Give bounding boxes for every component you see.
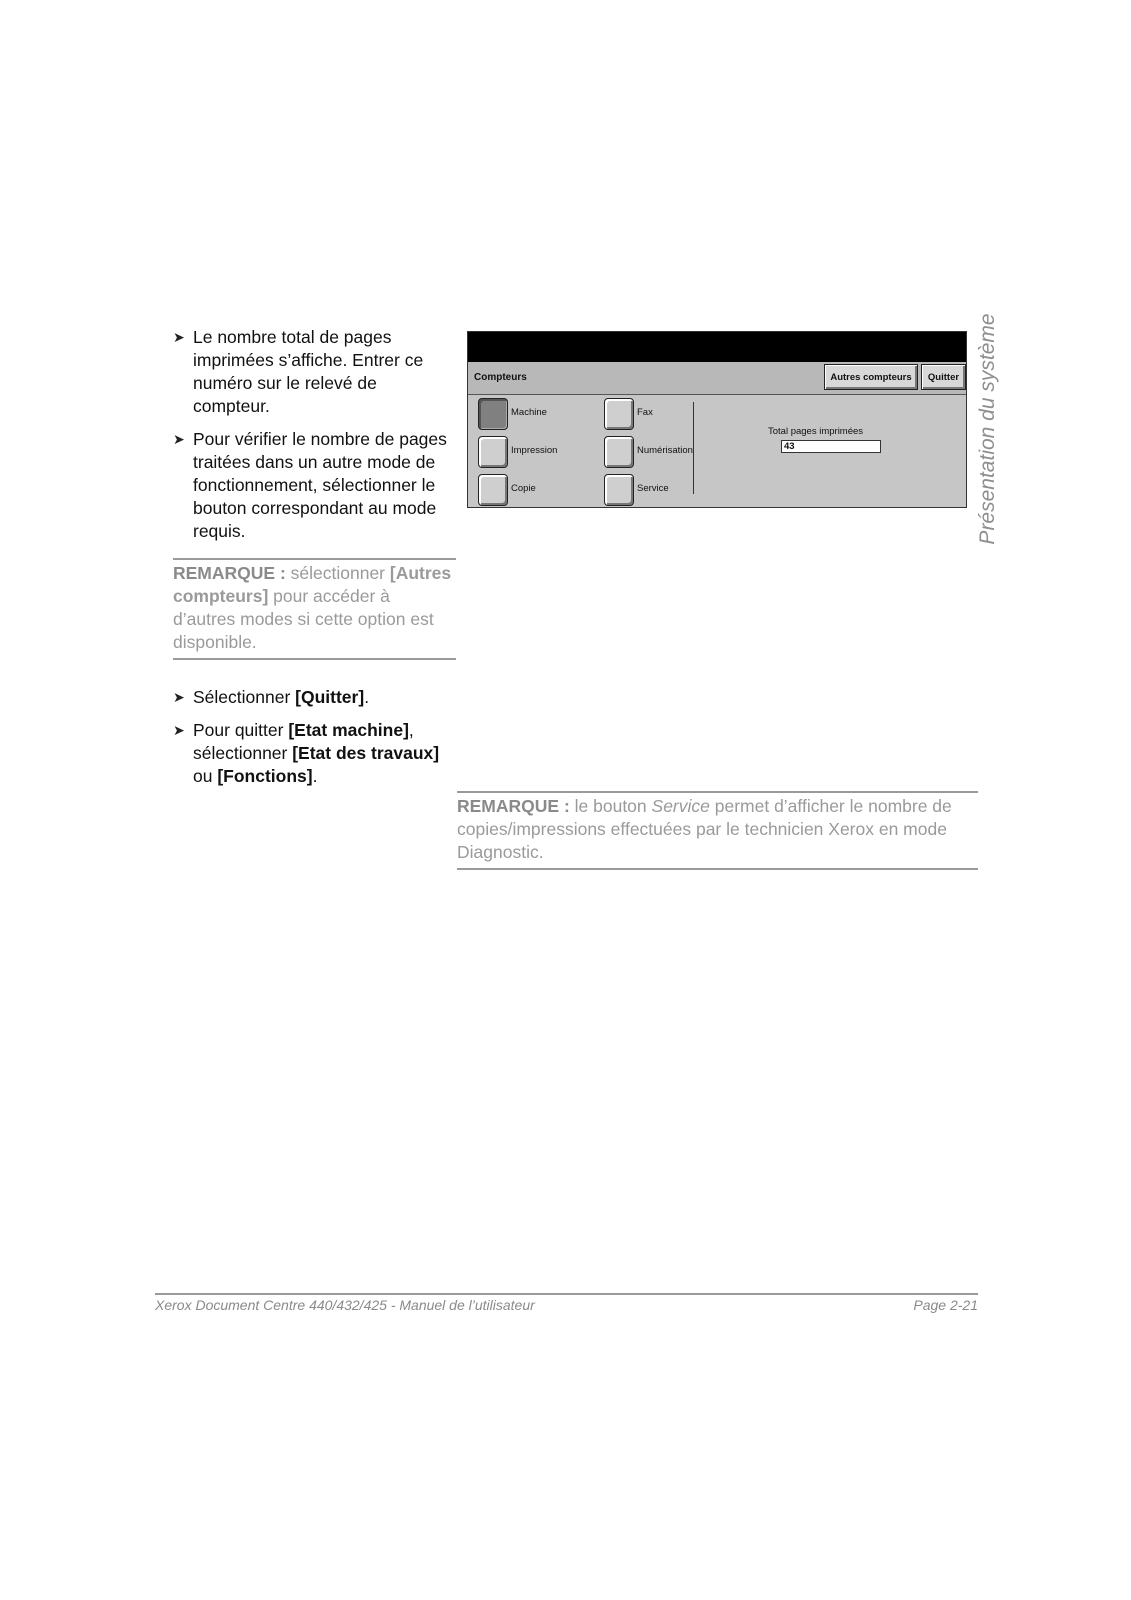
mode-button-numerisation[interactable]: Numérisation bbox=[604, 436, 724, 470]
list-item: ➤ Le nombre total de pages imprimées s’affiche. Entrer ce numéro sur le relevé de compteur. bbox=[173, 327, 424, 416]
mode-key[interactable] bbox=[478, 436, 508, 468]
mode-key[interactable] bbox=[604, 436, 634, 468]
screen-title: Compteurs bbox=[474, 372, 527, 383]
list-item: ➤ Sélectionner [Quitter]. bbox=[173, 687, 370, 707]
footer-divider bbox=[155, 1293, 978, 1295]
counters-screen bbox=[467, 331, 967, 508]
screen-top-bar bbox=[468, 332, 966, 362]
side-title-text: Présentation du système bbox=[976, 313, 999, 545]
list-item: ➤ Pour quitter [Etat machine], sélectionner [Etat des travaux] ou [Fonctions]. bbox=[173, 720, 440, 786]
mode-button-impression[interactable]: Impression bbox=[478, 436, 598, 470]
note-service-button: REMARQUE : le bouton Service permet d’afficher le nombre de copies/impressions effectuées par le technicien Xerox en mode Diagnostic. bbox=[457, 791, 978, 870]
arrow-bullet-icon: ➤ bbox=[173, 431, 185, 447]
quit-button[interactable]: Quitter bbox=[921, 364, 966, 390]
note-autres-compteurs: REMARQUE : sélectionner [Autres compteurs] pour accéder à d’autres modes si cette option est disponible. bbox=[173, 558, 456, 660]
list-item: ➤ Pour vérifier le nombre de pages traitées dans un autre mode de fonctionnement, sélectionner le bouton correspondant au mode requis. bbox=[173, 429, 447, 541]
screen-header bbox=[468, 362, 966, 395]
mode-button-machine[interactable]: Machine bbox=[478, 398, 598, 432]
instruction-list-top bbox=[173, 326, 458, 553]
mode-button-service[interactable]: Service bbox=[604, 474, 724, 508]
mode-button-fax[interactable]: Fax bbox=[604, 398, 724, 432]
other-counters-button[interactable]: Autres compteurs bbox=[824, 364, 918, 390]
instruction-list-bottom bbox=[173, 686, 458, 798]
arrow-bullet-icon: ➤ bbox=[173, 722, 185, 738]
total-pages-value: 43 bbox=[781, 440, 881, 453]
total-pages-label: Total pages imprimées bbox=[768, 426, 864, 437]
mode-key[interactable] bbox=[604, 398, 634, 430]
mode-button-copie[interactable]: Copie bbox=[478, 474, 598, 508]
side-section-title bbox=[968, 304, 1008, 554]
mode-key[interactable] bbox=[604, 474, 634, 506]
arrow-bullet-icon: ➤ bbox=[173, 689, 185, 705]
footer-manual-title: Xerox Document Centre 440/432/425 - Manuel de l’utilisateur bbox=[155, 1297, 535, 1313]
mode-key[interactable] bbox=[478, 474, 508, 506]
mode-key[interactable] bbox=[478, 398, 508, 430]
divider bbox=[693, 402, 694, 494]
arrow-bullet-icon: ➤ bbox=[173, 329, 185, 345]
footer-page-number: Page 2-21 bbox=[913, 1297, 978, 1313]
